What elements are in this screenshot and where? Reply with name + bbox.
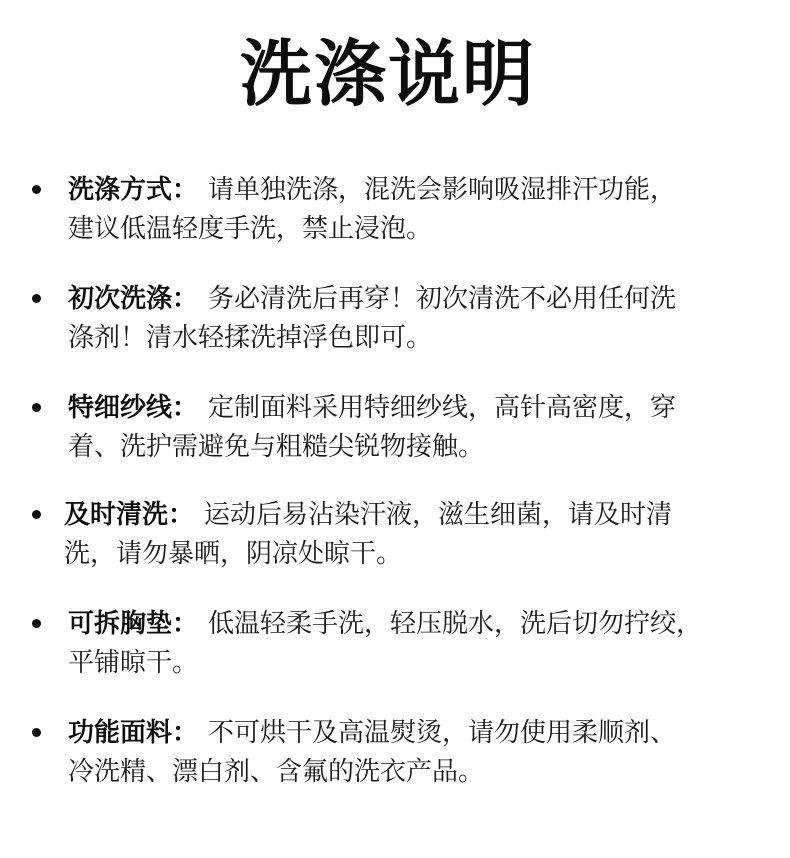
item-label: 可拆胸垫：	[68, 609, 199, 639]
bullet-icon	[32, 294, 41, 303]
list-item-fine-yarn	[0, 390, 790, 482]
item-label: 初次洗涤：	[68, 284, 199, 314]
item-text: 定制面料采用特细纱线，高针高密度，穿	[208, 393, 677, 423]
item-label: 及时清洗：	[64, 500, 195, 530]
item-text-continued: 涤剂！清水轻揉洗掉浮色即可。	[68, 323, 433, 353]
item-text-continued: 着、洗护需避免与粗糙尖锐物接触。	[68, 432, 485, 462]
page-title: 洗涤说明	[239, 32, 536, 116]
item-text-continued: 冷洗精、漂白剂、含氟的洗衣产品。	[68, 757, 485, 787]
bullet-icon	[32, 728, 41, 737]
item-text: 不可烘干及高温熨烫，请勿使用柔顺剂、	[208, 718, 677, 748]
list-item-removable-pad	[0, 606, 790, 698]
item-text-continued: 建议低温轻度手洗，禁止浸泡。	[68, 214, 433, 244]
item-text-continued: 平铺晾干。	[68, 648, 199, 678]
item-label: 特细纱线：	[68, 393, 199, 423]
item-text-continued: 洗，请勿暴晒，阴凉处晾干。	[64, 539, 403, 569]
bullet-icon	[32, 185, 41, 194]
item-label: 洗涤方式：	[68, 175, 199, 205]
bullet-icon	[32, 619, 41, 628]
bullet-icon	[32, 510, 41, 519]
bullet-icon	[32, 403, 41, 412]
item-label: 功能面料：	[68, 718, 199, 748]
list-item-functional-fabric	[0, 715, 790, 807]
item-text: 低温轻柔手洗，轻压脱水，洗后切勿拧绞，	[208, 609, 703, 639]
list-item-washing-method	[0, 172, 790, 264]
item-text: 请单独洗涤，混洗会影响吸湿排汗功能，	[208, 175, 677, 205]
item-text: 运动后易沾染汗液，滋生细菌，请及时清	[204, 500, 673, 530]
list-item-first-wash	[0, 281, 790, 373]
list-item-timely-wash	[0, 497, 790, 589]
item-text: 务必清洗后再穿！初次清洗不必用任何洗	[208, 284, 677, 314]
